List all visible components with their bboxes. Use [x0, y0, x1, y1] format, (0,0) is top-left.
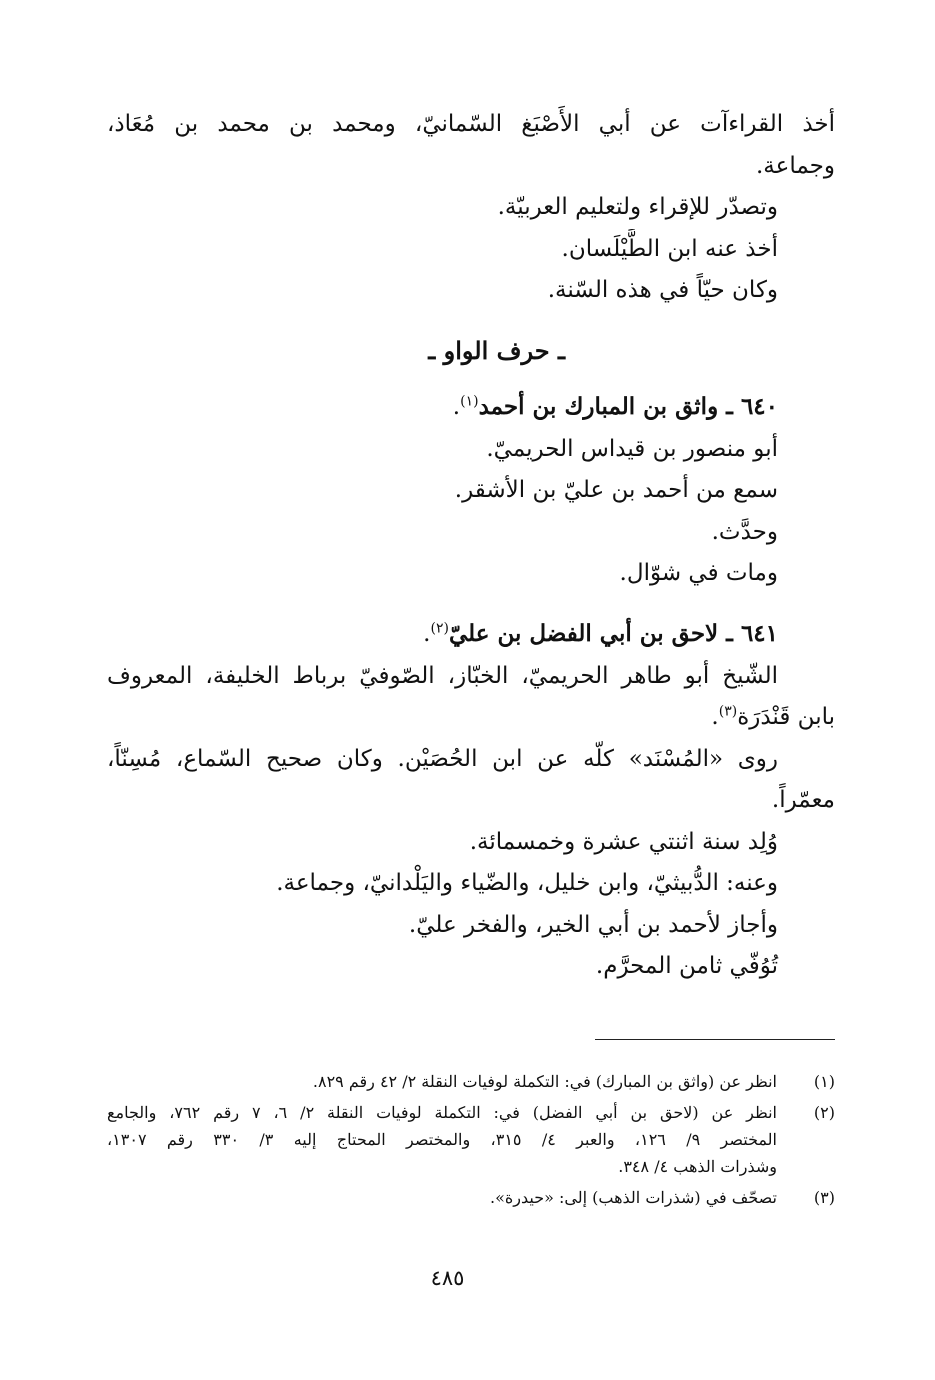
entry-640-heard: سمع من أحمد بن عليّ بن الأشقر.	[454, 477, 778, 503]
entry-641-period: .	[423, 621, 431, 647]
footnote-separator	[595, 1039, 835, 1040]
entry-641-laqab: بابن قَنْدَرَة	[737, 704, 835, 730]
footnote-ref-2: (٢)	[430, 620, 449, 637]
entry-640-name: ٦٤٠ ـ واثق بن المبارك بن أحمد	[478, 393, 778, 420]
student-line: أخذ عنه ابن الطَّيْلَسان.	[561, 235, 778, 262]
footnote-number: (٢)	[813, 1103, 835, 1122]
footnote-ref-3: (٣)	[718, 703, 738, 720]
footnote-number: (٣)	[813, 1188, 835, 1207]
entry-641-narr-line1: روى «المُسْنَد» كلّه عن ابن الحُصَيْن. وكان صحيح السّماع، مُسِنّاً،	[107, 745, 778, 772]
alive-line: وكان حيّاً في هذه السّنة.	[547, 277, 778, 303]
footnotes	[107, 1068, 835, 1211]
para1-line2: وجماعة.	[756, 152, 835, 179]
page-number: ٤٨٥	[430, 1266, 465, 1290]
footnote-number: (١)	[813, 1072, 835, 1091]
footnote-3	[107, 1184, 835, 1211]
entry-640-kunya: أبو منصور بن قيداس الحريميّ.	[486, 435, 778, 462]
footnote-ref-1: (١)	[460, 393, 479, 410]
footnote-3-line1: تصحّف في (شذرات الذهب) إلى: «حيدرة».	[490, 1188, 777, 1207]
footnote-2	[107, 1099, 835, 1180]
entry-640-period: .	[452, 394, 461, 420]
main-text-top	[107, 104, 835, 312]
footnote-text	[107, 1099, 777, 1180]
teaching-line: وتصدّر للإقراء ولتعليم العربيّة.	[497, 194, 778, 220]
footnote-text	[107, 1068, 777, 1095]
footnote-1	[107, 1068, 835, 1095]
footnote-2-line3: وشذرات الذهب ٤/ ٣٤٨.	[618, 1157, 777, 1176]
footnote-2-line1: انظر عن (لاحق بن أبي الفضل) في: التكملة لوفيات النقلة ٢/ ٦، ٧ رقم ٧٦٢، والجامع	[107, 1103, 777, 1122]
entry-640-title	[107, 386, 835, 429]
entry-641-death: تُوُفّي ثامن المحرَّم.	[595, 953, 778, 979]
entry-640	[107, 386, 835, 595]
footnote-1-line1: انظر عن (واثق بن المبارك) في: التكملة لوفيات النقلة ٢/ ٤٢ رقم ٨٢٩.	[312, 1072, 777, 1091]
entry-641-ijaza: وأجاز لأحمد بن أبي الخير، والفخر عليّ.	[408, 911, 778, 938]
entry-641	[107, 613, 835, 988]
entry-641-desc-period: .	[711, 704, 719, 730]
para1-line1: أخذ القراءآت عن أبي الأَصْبَغ السّمانيّ، ومحمد بن محمد بن مُعَاذ،	[107, 111, 835, 137]
entry-641-narr-line2: معمّراً.	[771, 787, 835, 813]
footnote-2-line2: المختصر ٩/ ١٢٦، والعبر ٤/ ٣١٥، والمختصر المحتاج إليه ٣/ ٣٣٠ رقم ١٣٠٧،	[107, 1130, 777, 1149]
entry-641-desc-line2	[107, 697, 835, 739]
section-heading: ـ حرف الواو ـ	[428, 336, 565, 365]
entry-641-name: ٦٤١ ـ لاحق بن أبي الفضل بن عليّ	[448, 620, 778, 647]
entry-640-narrated: وحدَّث.	[711, 518, 778, 545]
entry-641-title	[107, 613, 835, 656]
entry-641-students: وعنه: الدُّبيثيّ، وابن خليل، والضّياء واليَلْدانيّ، وجماعة.	[276, 870, 778, 896]
footnote-text	[107, 1184, 777, 1211]
entry-640-death: ومات في شوّال.	[619, 560, 778, 586]
entry-641-desc-line1: الشّيخ أبو طاهر الحريميّ، الخبّاز، الصّوفيّ برباط الخليفة، المعروف	[107, 662, 778, 689]
entry-641-birth: وُلِد سنة اثنتي عشرة وخمسمائة.	[469, 828, 778, 855]
